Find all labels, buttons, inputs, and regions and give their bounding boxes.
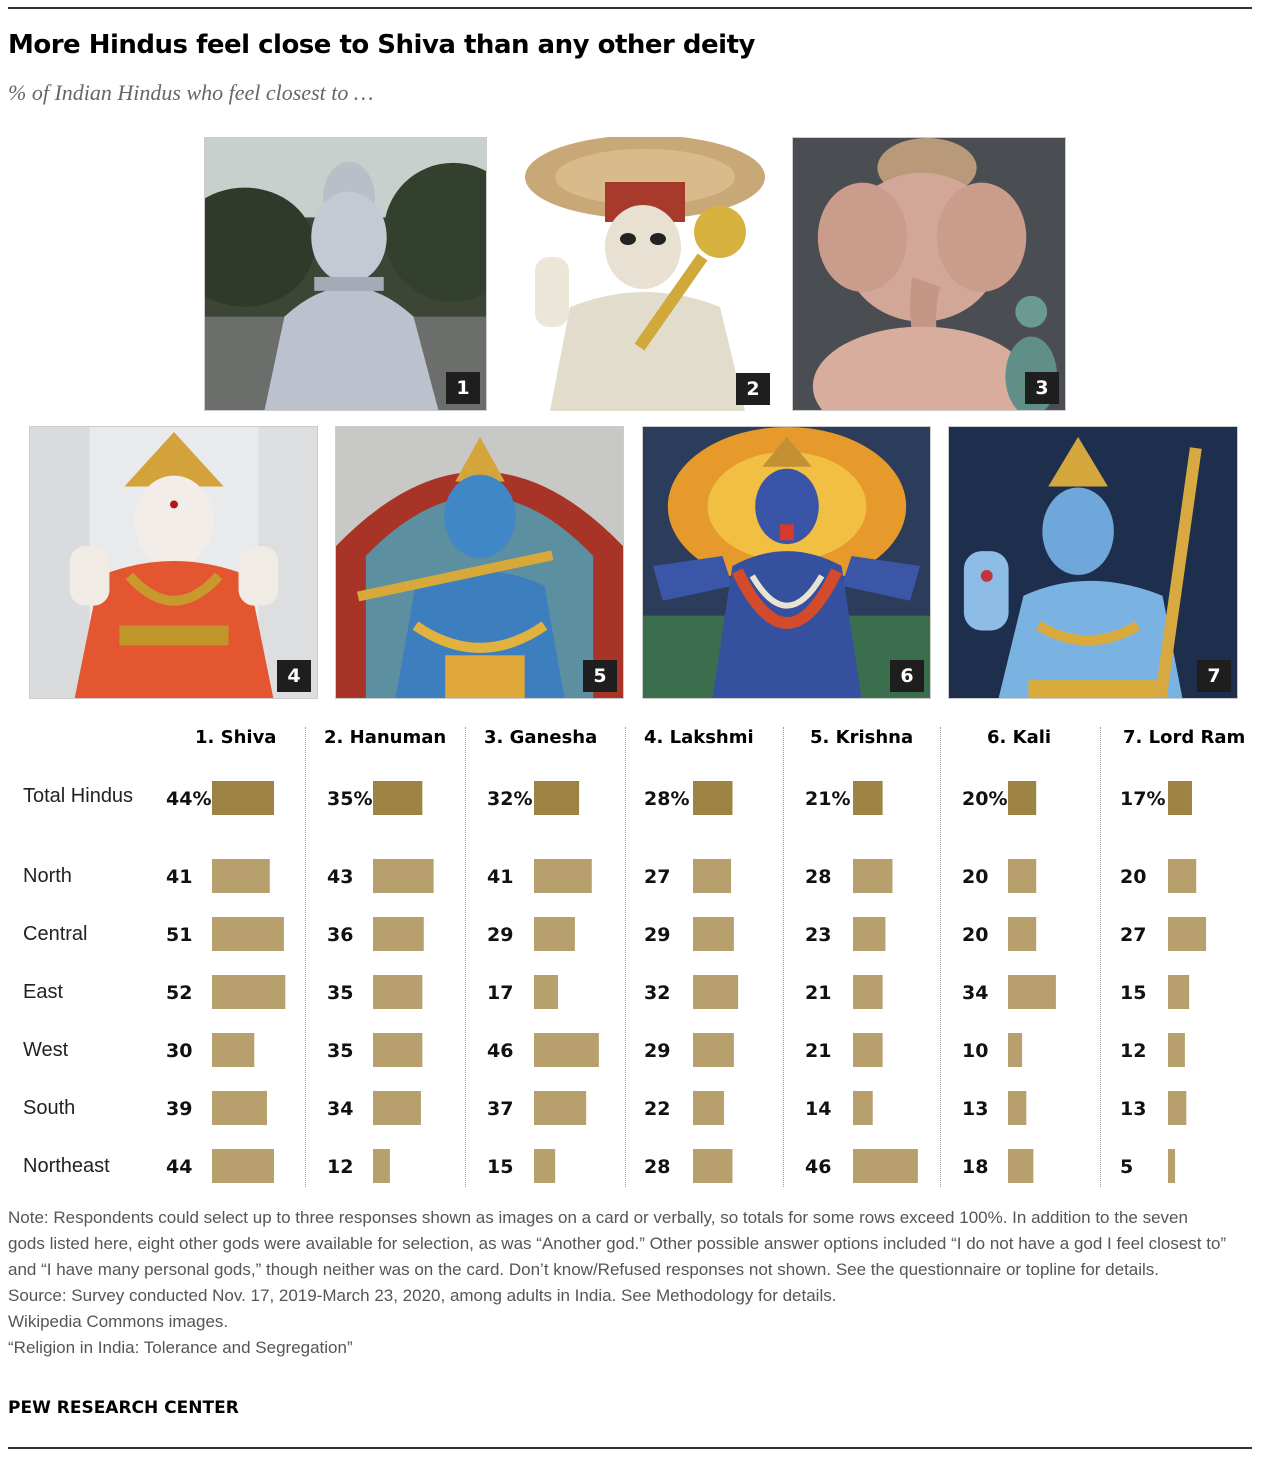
bar-kali-north — [1008, 859, 1036, 893]
row-label-north: North — [23, 865, 72, 887]
bar-krishna-northeast — [853, 1149, 918, 1183]
bar-shiva-south — [212, 1091, 267, 1125]
bar-ganesha-north — [534, 859, 592, 893]
chart-title: More Hindus feel close to Shiva than any other deity — [8, 30, 755, 60]
column-divider — [783, 727, 784, 1187]
value-label-ganesha-central: 29 — [487, 924, 514, 946]
column-header-krishna: 5. Krishna — [810, 727, 914, 748]
bar-shiva-northeast — [212, 1149, 274, 1183]
bar-hanuman-east — [373, 975, 422, 1009]
bar-hanuman-west — [373, 1033, 422, 1067]
column-header-kali: 6. Kali — [987, 727, 1052, 748]
bar-lord-ram-east — [1168, 975, 1189, 1009]
value-label-shiva-east: 52 — [166, 982, 193, 1004]
column-header-ganesha: 3. Ganesha — [484, 727, 598, 748]
bar-krishna-west — [853, 1033, 883, 1067]
value-label-lakshmi-east: 32 — [644, 982, 671, 1004]
bar-lakshmi-total-hindus — [693, 781, 732, 815]
row-label-west: West — [23, 1039, 69, 1061]
value-label-lakshmi-west: 29 — [644, 1040, 671, 1062]
value-label-lord-ram-northeast: 5 — [1120, 1156, 1134, 1178]
value-label-kali-east: 34 — [962, 982, 989, 1004]
bar-lord-ram-central — [1168, 917, 1206, 951]
value-label-hanuman-total-hindus: 35% — [327, 788, 373, 810]
row-label-total-hindus: Total Hindus — [23, 785, 134, 807]
bar-lakshmi-west — [693, 1033, 734, 1067]
bar-lord-ram-total-hindus — [1168, 781, 1192, 815]
row-label-east: East — [23, 981, 64, 1003]
value-label-krishna-east: 21 — [805, 982, 832, 1004]
column-divider — [625, 727, 626, 1187]
value-label-krishna-central: 23 — [805, 924, 832, 946]
value-label-krishna-south: 14 — [805, 1098, 832, 1120]
brand-name: PEW RESEARCH CENTER — [8, 1398, 239, 1418]
bar-ganesha-west — [534, 1033, 599, 1067]
bar-shiva-total-hindus — [212, 781, 274, 815]
image-number-badge: 4 — [277, 660, 311, 692]
bar-lord-ram-west — [1168, 1033, 1185, 1067]
value-label-lord-ram-south: 13 — [1120, 1098, 1147, 1120]
column-header-shiva: 1. Shiva — [195, 727, 277, 748]
bar-lord-ram-south — [1168, 1091, 1186, 1125]
bar-ganesha-south — [534, 1091, 586, 1125]
column-divider — [465, 727, 466, 1187]
value-label-kali-northeast: 18 — [962, 1156, 989, 1178]
bar-kali-total-hindus — [1008, 781, 1036, 815]
bottom-rule — [8, 1447, 1252, 1449]
value-label-shiva-total-hindus: 44% — [166, 788, 212, 810]
deity-image-kali — [642, 426, 931, 699]
image-number-badge: 6 — [890, 660, 924, 692]
column-divider — [940, 727, 941, 1187]
bar-ganesha-northeast — [534, 1149, 555, 1183]
value-label-krishna-total-hindus: 21% — [805, 788, 851, 810]
deity-image-lakshmi — [29, 426, 318, 699]
bar-hanuman-total-hindus — [373, 781, 422, 815]
value-label-lord-ram-central: 27 — [1120, 924, 1147, 946]
bar-ganesha-total-hindus — [534, 781, 579, 815]
bar-krishna-north — [853, 859, 892, 893]
bar-krishna-south — [853, 1091, 873, 1125]
bar-krishna-east — [853, 975, 883, 1009]
image-number-badge: 3 — [1025, 372, 1059, 404]
value-label-ganesha-northeast: 15 — [487, 1156, 514, 1178]
bar-krishna-total-hindus — [853, 781, 883, 815]
bar-kali-east — [1008, 975, 1056, 1009]
bar-hanuman-central — [373, 917, 424, 951]
note-text: Note: Respondents could select up to three responses shown as images on a card or verbally, so totals for some rows exceed 100%. In addition to the seven gods listed here, eight other gods were available for selection, as was “Another god.” Other possible answer options included “I do not have a god I feel closest to” and “I have many personal gods,” though neither was on the card. Don’t know/Refused responses not shown. See the questionnaire or topline for details. — [8, 1208, 1227, 1279]
bar-lakshmi-south — [693, 1091, 724, 1125]
bar-shiva-west — [212, 1033, 254, 1067]
value-label-hanuman-central: 36 — [327, 924, 354, 946]
chart-subtitle: % of Indian Hindus who feel closest to … — [8, 80, 374, 105]
value-label-ganesha-north: 41 — [487, 866, 514, 888]
value-label-kali-west: 10 — [962, 1040, 989, 1062]
value-label-lord-ram-east: 15 — [1120, 982, 1147, 1004]
value-label-shiva-central: 51 — [166, 924, 193, 946]
column-header-lakshmi: 4. Lakshmi — [644, 727, 754, 748]
value-label-shiva-south: 39 — [166, 1098, 193, 1120]
value-label-kali-south: 13 — [962, 1098, 989, 1120]
bar-ganesha-central — [534, 917, 575, 951]
bar-lakshmi-northeast — [693, 1149, 732, 1183]
value-label-kali-north: 20 — [962, 866, 989, 888]
value-label-ganesha-east: 17 — [487, 982, 514, 1004]
bar-hanuman-north — [373, 859, 434, 893]
bar-lakshmi-east — [693, 975, 738, 1009]
value-label-hanuman-east: 35 — [327, 982, 354, 1004]
deity-image-shiva — [204, 137, 487, 411]
deity-image-ganesha — [792, 137, 1066, 411]
value-label-lakshmi-south: 22 — [644, 1098, 671, 1120]
bar-kali-west — [1008, 1033, 1022, 1067]
column-header-hanuman: 2. Hanuman — [324, 727, 447, 748]
top-rule — [8, 7, 1252, 9]
column-divider — [1100, 727, 1101, 1187]
bar-lord-ram-northeast — [1168, 1149, 1175, 1183]
deity-image-lord-ram — [948, 426, 1238, 699]
bar-krishna-central — [853, 917, 885, 951]
value-label-kali-central: 20 — [962, 924, 989, 946]
bar-lakshmi-central — [693, 917, 734, 951]
value-label-ganesha-west: 46 — [487, 1040, 514, 1062]
bar-lord-ram-north — [1168, 859, 1196, 893]
value-label-shiva-northeast: 44 — [166, 1156, 193, 1178]
image-credit-text: Wikipedia Commons images. — [8, 1312, 229, 1331]
image-number-badge: 1 — [446, 372, 480, 404]
value-label-krishna-north: 28 — [805, 866, 832, 888]
row-label-south: South — [23, 1097, 76, 1119]
source-text: Source: Survey conducted Nov. 17, 2019-March 23, 2020, among adults in India. See Methodology for details. — [8, 1286, 837, 1305]
deity-image-krishna — [335, 426, 624, 699]
row-label-central: Central — [23, 923, 88, 945]
value-label-hanuman-northeast: 12 — [327, 1156, 354, 1178]
bar-hanuman-south — [373, 1091, 421, 1125]
value-label-shiva-west: 30 — [166, 1040, 193, 1062]
value-label-lord-ram-west: 12 — [1120, 1040, 1147, 1062]
bar-lakshmi-north — [693, 859, 731, 893]
deity-image-hanuman — [515, 137, 776, 411]
bar-kali-central — [1008, 917, 1036, 951]
value-label-ganesha-total-hindus: 32% — [487, 788, 533, 810]
value-label-kali-total-hindus: 20% — [962, 788, 1008, 810]
value-label-lord-ram-total-hindus: 17% — [1120, 788, 1166, 810]
column-header-lord-ram: 7. Lord Ram — [1123, 727, 1246, 748]
value-label-hanuman-south: 34 — [327, 1098, 354, 1120]
value-label-hanuman-west: 35 — [327, 1040, 354, 1062]
value-label-shiva-north: 41 — [166, 866, 193, 888]
report-title-text: “Religion in India: Tolerance and Segregation” — [8, 1338, 353, 1357]
bar-shiva-central — [212, 917, 284, 951]
value-label-hanuman-north: 43 — [327, 866, 354, 888]
bar-kali-south — [1008, 1091, 1026, 1125]
value-label-lord-ram-north: 20 — [1120, 866, 1147, 888]
value-label-ganesha-south: 37 — [487, 1098, 514, 1120]
bar-hanuman-northeast — [373, 1149, 390, 1183]
value-label-krishna-west: 21 — [805, 1040, 832, 1062]
image-number-badge: 5 — [583, 660, 617, 692]
image-number-badge: 2 — [736, 373, 770, 405]
value-label-krishna-northeast: 46 — [805, 1156, 832, 1178]
image-number-badge: 7 — [1197, 660, 1231, 692]
bar-shiva-north — [212, 859, 270, 893]
value-label-lakshmi-total-hindus: 28% — [644, 788, 690, 810]
value-label-lakshmi-central: 29 — [644, 924, 671, 946]
bar-kali-northeast — [1008, 1149, 1033, 1183]
bar-shiva-east — [212, 975, 285, 1009]
row-label-northeast: Northeast — [23, 1155, 110, 1177]
value-label-lakshmi-north: 27 — [644, 866, 671, 888]
bar-ganesha-east — [534, 975, 558, 1009]
column-divider — [305, 727, 306, 1187]
value-label-lakshmi-northeast: 28 — [644, 1156, 671, 1178]
notes — [8, 1205, 1228, 1361]
